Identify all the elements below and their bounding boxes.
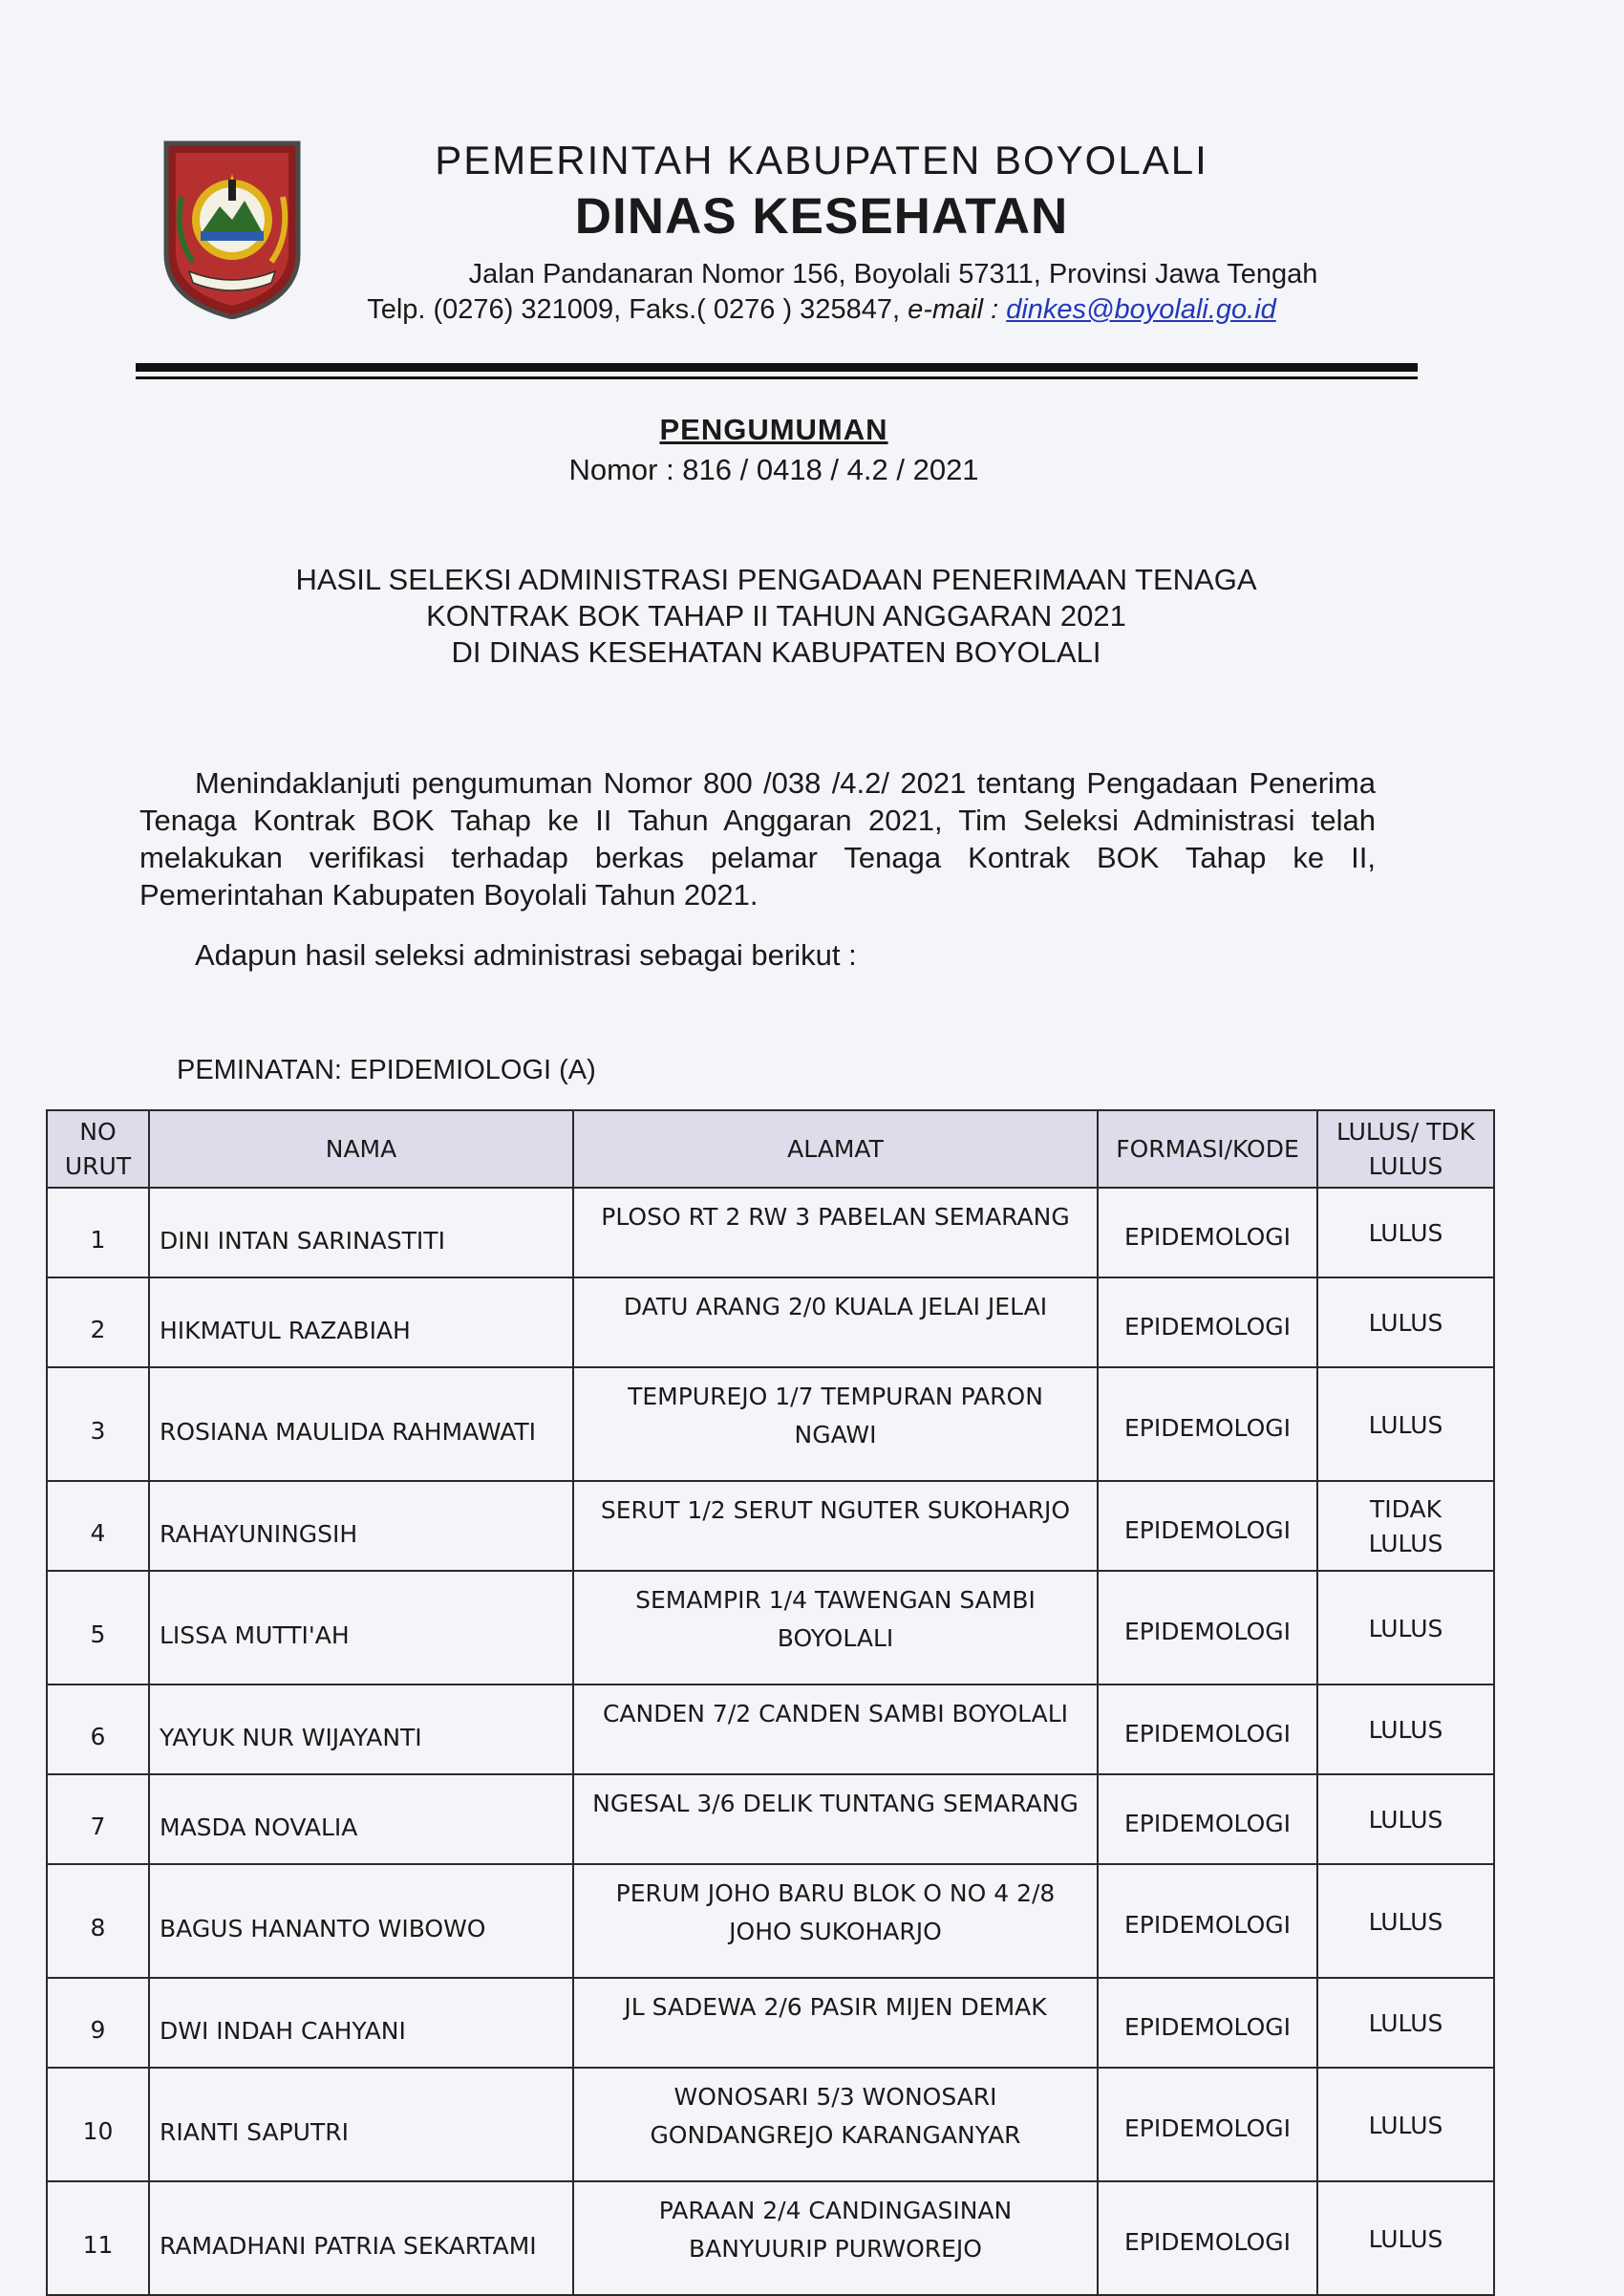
letterhead [315, 134, 1328, 326]
body-paragraph [139, 764, 1376, 913]
cell-formasi: EPIDEMOLOGI [1098, 1684, 1317, 1774]
government-name: PEMERINTAH KABUPATEN BOYOLALI [435, 138, 1208, 182]
table-row [47, 1188, 1494, 1277]
cell-nama: RIANTI SAPUTRI [149, 2068, 573, 2181]
cell-no: 2 [47, 1277, 149, 1367]
cell-status: LULUS [1317, 1864, 1494, 1978]
announcement-header [0, 413, 1548, 487]
cell-no: 1 [47, 1188, 149, 1277]
table-row [47, 1277, 1494, 1367]
cell-status: LULUS [1317, 1684, 1494, 1774]
cell-alamat: JL SADEWA 2/6 PASIR MIJEN DEMAK [573, 1978, 1098, 2068]
cell-formasi: EPIDEMOLOGI [1098, 1978, 1317, 2068]
boyolali-emblem-logo [160, 139, 304, 319]
section-label: PEMINATAN: EPIDEMIOLOGI (A) [177, 1055, 596, 1085]
cell-alamat: WONOSARI 5/3 WONOSARI GONDANGREJO KARANGANYAR [573, 2068, 1098, 2181]
email-label: e-mail : [908, 294, 999, 325]
results-intro: Adapun hasil seleksi administrasi sebagai berikut : [195, 938, 857, 972]
header-alamat: ALAMAT [573, 1110, 1098, 1188]
cell-nama: MASDA NOVALIA [149, 1774, 573, 1864]
cell-no: 7 [47, 1774, 149, 1864]
table-row [47, 1481, 1494, 1571]
cell-alamat: CANDEN 7/2 CANDEN SAMBI BOYOLALI [573, 1684, 1098, 1774]
cell-no: 4 [47, 1481, 149, 1571]
header-nama: NAMA [149, 1110, 573, 1188]
cell-nama: YAYUK NUR WIJAYANTI [149, 1684, 573, 1774]
cell-alamat: PARAAN 2/4 CANDINGASINAN BANYUURIP PURWOREJO [573, 2181, 1098, 2295]
cell-alamat: DATU ARANG 2/0 KUALA JELAI JELAI [573, 1277, 1098, 1367]
cell-no: 11 [47, 2181, 149, 2295]
cell-status: TIDAK LULUS [1317, 1481, 1494, 1571]
cell-status: LULUS [1317, 1188, 1494, 1277]
cell-status: LULUS [1317, 1277, 1494, 1367]
table-header-row [47, 1110, 1494, 1188]
cell-no: 10 [47, 2068, 149, 2181]
cell-no: 9 [47, 1978, 149, 2068]
announcement-number: Nomor : 816 / 0418 / 4.2 / 2021 [568, 453, 979, 486]
cell-no: 5 [47, 1571, 149, 1684]
results-table [46, 1109, 1495, 2296]
cell-formasi: EPIDEMOLOGI [1098, 1864, 1317, 1978]
cell-nama: BAGUS HANANTO WIBOWO [149, 1864, 573, 1978]
contact-line [315, 294, 1328, 326]
cell-alamat: NGESAL 3/6 DELIK TUNTANG SEMARANG [573, 1774, 1098, 1864]
letterhead-divider-thin [136, 376, 1418, 379]
cell-formasi: EPIDEMOLOGI [1098, 1277, 1317, 1367]
table-row [47, 1367, 1494, 1481]
table-row [47, 2068, 1494, 2181]
cell-nama: RAHAYUNINGSIH [149, 1481, 573, 1571]
table-row [47, 1774, 1494, 1864]
cell-nama: DINI INTAN SARINASTITI [149, 1188, 573, 1277]
cell-nama: DWI INDAH CAHYANI [149, 1978, 573, 2068]
subject-line-2: KONTRAK BOK TAHAP II TAHUN ANGGARAN 2021 [426, 599, 1126, 633]
letterhead-divider-thick [136, 363, 1418, 372]
table-row [47, 1978, 1494, 2068]
table-row [47, 2181, 1494, 2295]
cell-alamat: PLOSO RT 2 RW 3 PABELAN SEMARANG [573, 1188, 1098, 1277]
cell-formasi: EPIDEMOLOGI [1098, 1571, 1317, 1684]
cell-formasi: EPIDEMOLOGI [1098, 1367, 1317, 1481]
cell-status: LULUS [1317, 2068, 1494, 2181]
cell-status: LULUS [1317, 1774, 1494, 1864]
cell-nama: HIKMATUL RAZABIAH [149, 1277, 573, 1367]
agency-name: DINAS KESEHATAN [574, 188, 1069, 245]
cell-alamat: SEMAMPIR 1/4 TAWENGAN SAMBI BOYOLALI [573, 1571, 1098, 1684]
table-row [47, 1864, 1494, 1978]
email-link[interactable]: dinkes@boyolali.go.id [1006, 294, 1276, 325]
cell-status: LULUS [1317, 2181, 1494, 2295]
cell-nama: LISSA MUTTI'AH [149, 1571, 573, 1684]
table-row [47, 1571, 1494, 1684]
announcement-subject [0, 562, 1552, 671]
cell-formasi: EPIDEMOLOGI [1098, 1774, 1317, 1864]
cell-no: 6 [47, 1684, 149, 1774]
subject-line-3: DI DINAS KESEHATAN KABUPATEN BOYOLALI [451, 635, 1101, 669]
cell-no: 8 [47, 1864, 149, 1978]
cell-status: LULUS [1317, 1978, 1494, 2068]
cell-nama: ROSIANA MAULIDA RAHMAWATI [149, 1367, 573, 1481]
subject-line-1: HASIL SELEKSI ADMINISTRASI PENGADAAN PENERIMAAN TENAGA [295, 563, 1257, 596]
cell-formasi: EPIDEMOLOGI [1098, 1188, 1317, 1277]
office-address: Jalan Pandanaran Nomor 156, Boyolali 57311, Provinsi Jawa Tengah [468, 259, 1318, 290]
paragraph-text: Menindaklanjuti pengumuman Nomor 800 /038 /4.2/ 2021 tentang Pengadaan Penerima Tenaga Kontrak BOK Tahap ke II Tahun Anggaran 2021, Tim Seleksi Administrasi telah melakukan verifikasi terhadap berkas pelamar Tenaga Kontrak BOK Tahap ke II, Pemerintahan Kabupaten Boyolali Tahun 2021. [139, 766, 1376, 912]
header-formasi: FORMASI/KODE [1098, 1110, 1317, 1188]
announcement-title: PENGUMUMAN [659, 413, 888, 446]
table-row [47, 1684, 1494, 1774]
cell-nama: RAMADHANI PATRIA SEKARTAMI [149, 2181, 573, 2295]
cell-status: LULUS [1317, 1367, 1494, 1481]
cell-no: 3 [47, 1367, 149, 1481]
header-no: NO URUT [47, 1110, 149, 1188]
cell-alamat: SERUT 1/2 SERUT NGUTER SUKOHARJO [573, 1481, 1098, 1571]
cell-status: LULUS [1317, 1571, 1494, 1684]
cell-formasi: EPIDEMOLOGI [1098, 2068, 1317, 2181]
phone-fax: Telp. (0276) 321009, Faks.( 0276 ) 325847, [367, 294, 901, 325]
cell-formasi: EPIDEMOLOGI [1098, 1481, 1317, 1571]
cell-alamat: TEMPUREJO 1/7 TEMPURAN PARON NGAWI [573, 1367, 1098, 1481]
cell-alamat: PERUM JOHO BARU BLOK O NO 4 2/8 JOHO SUKOHARJO [573, 1864, 1098, 1978]
header-status: LULUS/ TDK LULUS [1317, 1110, 1494, 1188]
cell-formasi: EPIDEMOLOGI [1098, 2181, 1317, 2295]
